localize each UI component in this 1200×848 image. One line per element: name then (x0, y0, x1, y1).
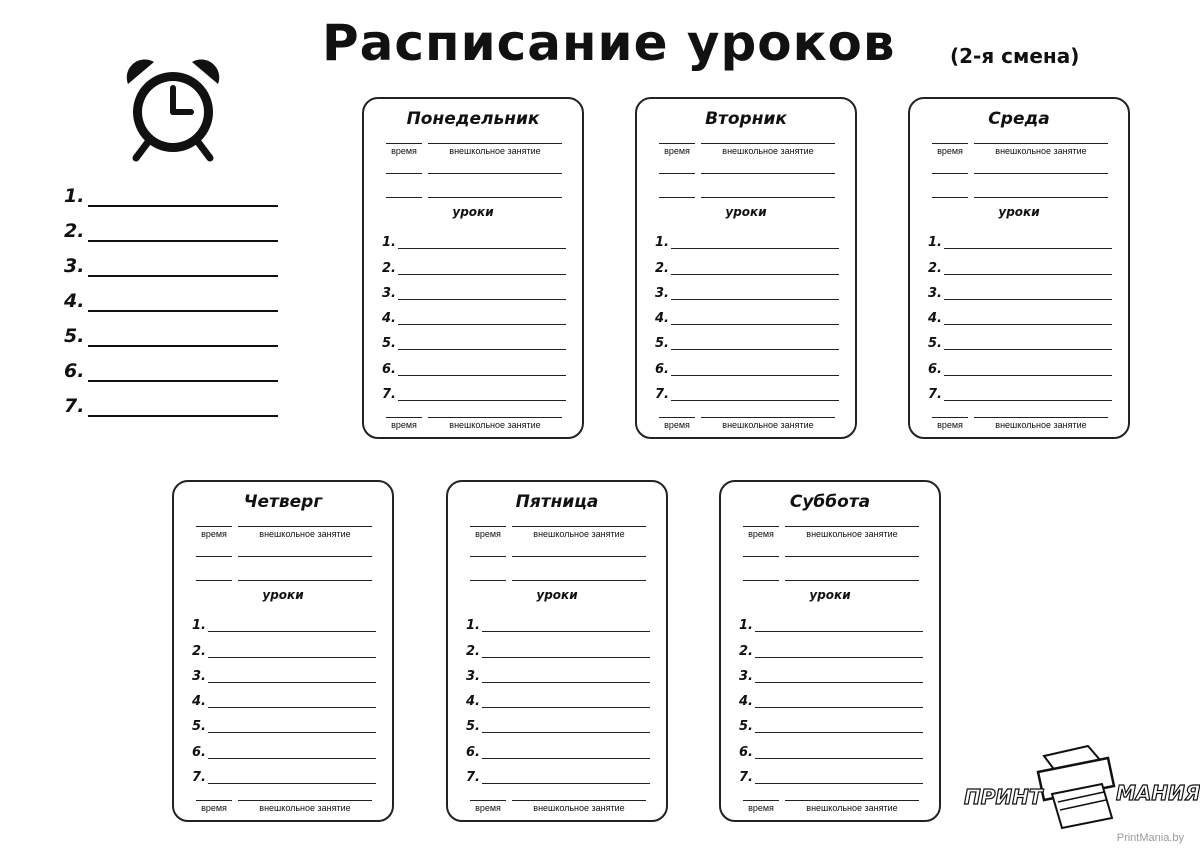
activity-header (743, 526, 919, 542)
lesson-row (928, 252, 1112, 277)
lessons-label: уроки (536, 588, 578, 602)
lesson-blank-line[interactable] (482, 783, 650, 784)
lesson-number: 5. (928, 336, 942, 352)
lesson-number: 1. (466, 618, 480, 634)
lesson-number: 6. (382, 361, 396, 377)
lesson-number: 4. (192, 694, 206, 710)
lesson-row (739, 661, 923, 686)
lesson-blank-line[interactable] (208, 732, 376, 733)
time-blank-line[interactable] (932, 173, 968, 174)
lesson-blank-line[interactable] (944, 375, 1112, 376)
lesson-number: 2. (655, 260, 669, 276)
lessons-list (928, 227, 1112, 404)
activity-blank-line[interactable] (428, 197, 562, 198)
lesson-blank-line[interactable] (398, 375, 566, 376)
lesson-row (928, 353, 1112, 378)
lesson-number: 6. (466, 744, 480, 760)
activity-header (932, 143, 1108, 159)
general-list-row (64, 211, 286, 246)
logo-text-right: МАНИЯ (1116, 781, 1200, 805)
lesson-number: 5. (739, 719, 753, 735)
activity-header (659, 143, 835, 159)
lesson-number: 3. (192, 668, 206, 684)
lesson-row (739, 610, 923, 635)
lesson-number: 7. (382, 387, 396, 403)
lesson-number: 5. (192, 719, 206, 735)
lesson-blank-line[interactable] (208, 682, 376, 683)
lessons-list (382, 227, 566, 404)
lesson-number: 2. (382, 260, 396, 276)
activity-footer (932, 417, 1108, 433)
day-card (362, 97, 584, 439)
activity-header (196, 526, 372, 542)
activity-blank-line[interactable] (974, 173, 1108, 174)
time-label: время (386, 417, 422, 430)
lesson-number: 1. (655, 235, 669, 251)
lesson-blank-line[interactable] (755, 631, 923, 632)
lesson-row (382, 379, 566, 404)
time-label: время (659, 143, 695, 156)
lesson-number: 3. (655, 285, 669, 301)
lesson-row (192, 610, 376, 635)
lesson-blank-line[interactable] (944, 400, 1112, 401)
lesson-row (655, 278, 839, 303)
page-subtitle: (2-я смена) (950, 44, 1080, 68)
general-list-number: 7. (64, 395, 85, 417)
general-list-number: 6. (64, 360, 85, 382)
lesson-number: 3. (928, 285, 942, 301)
lesson-row (382, 252, 566, 277)
lesson-number: 6. (739, 744, 753, 760)
general-list-row (64, 351, 286, 386)
lesson-blank-line[interactable] (208, 657, 376, 658)
day-name: Суббота (789, 492, 871, 512)
lessons-label: уроки (452, 205, 494, 219)
lesson-blank-line[interactable] (671, 400, 839, 401)
general-list-number: 3. (64, 255, 85, 277)
lesson-blank-line[interactable] (944, 248, 1112, 249)
time-blank-line[interactable] (386, 197, 422, 198)
lesson-row (928, 227, 1112, 252)
time-label: время (743, 526, 779, 539)
lesson-blank-line[interactable] (944, 324, 1112, 325)
lesson-blank-line[interactable] (482, 682, 650, 683)
time-label: время (743, 800, 779, 813)
lesson-row (928, 328, 1112, 353)
general-list (64, 176, 286, 421)
activity-label: внешкольное занятие (974, 417, 1108, 430)
lesson-row (655, 227, 839, 252)
lesson-number: 5. (655, 336, 669, 352)
lesson-number: 1. (928, 235, 942, 251)
activity-blank-line[interactable] (238, 580, 372, 581)
lesson-number: 1. (739, 618, 753, 634)
lesson-row (739, 736, 923, 761)
lesson-row (466, 711, 650, 736)
general-list-number: 4. (64, 290, 85, 312)
lesson-row (382, 278, 566, 303)
lesson-row (739, 711, 923, 736)
lesson-blank-line[interactable] (482, 758, 650, 759)
activity-label: внешкольное занятие (974, 143, 1108, 156)
lesson-row (655, 379, 839, 404)
lesson-blank-line[interactable] (482, 732, 650, 733)
lesson-row (466, 762, 650, 787)
lesson-number: 1. (192, 618, 206, 634)
activity-footer (386, 417, 562, 433)
activity-blank-line[interactable] (974, 197, 1108, 198)
day-name: Вторник (705, 109, 787, 129)
day-name: Среда (988, 109, 1050, 129)
activity-header (470, 526, 646, 542)
lessons-list (192, 610, 376, 787)
lesson-row (192, 635, 376, 660)
lesson-row (466, 610, 650, 635)
lesson-blank-line[interactable] (398, 248, 566, 249)
activity-label: внешкольное занятие (428, 143, 562, 156)
lesson-row (739, 762, 923, 787)
lesson-blank-line[interactable] (755, 758, 923, 759)
lesson-blank-line[interactable] (755, 732, 923, 733)
lesson-row (192, 686, 376, 711)
lesson-number: 7. (655, 387, 669, 403)
activity-blank-line[interactable] (785, 556, 919, 557)
general-list-row (64, 246, 286, 281)
lesson-blank-line[interactable] (398, 349, 566, 350)
activity-blank-line[interactable] (701, 197, 835, 198)
lesson-row (928, 278, 1112, 303)
general-list-blank-line[interactable] (88, 240, 278, 242)
time-label: время (470, 800, 506, 813)
lesson-blank-line[interactable] (398, 274, 566, 275)
general-list-row (64, 386, 286, 421)
general-list-blank-line[interactable] (88, 415, 278, 417)
lesson-number: 5. (466, 719, 480, 735)
lesson-number: 2. (192, 643, 206, 659)
lesson-number: 6. (928, 361, 942, 377)
time-label: время (659, 417, 695, 430)
lesson-row (655, 353, 839, 378)
lesson-number: 7. (739, 770, 753, 786)
lesson-blank-line[interactable] (482, 707, 650, 708)
time-blank-line[interactable] (743, 580, 779, 581)
general-list-blank-line[interactable] (88, 310, 278, 312)
lesson-number: 1. (382, 235, 396, 251)
day-card (719, 480, 941, 822)
activity-label: внешкольное занятие (428, 417, 562, 430)
lesson-row (382, 328, 566, 353)
lesson-blank-line[interactable] (944, 349, 1112, 350)
lesson-blank-line[interactable] (944, 299, 1112, 300)
lesson-number: 7. (192, 770, 206, 786)
lesson-blank-line[interactable] (671, 349, 839, 350)
lesson-blank-line[interactable] (755, 707, 923, 708)
activity-label: внешкольное занятие (238, 526, 372, 539)
activity-blank-line[interactable] (238, 556, 372, 557)
activity-label: внешкольное занятие (238, 800, 372, 813)
lesson-blank-line[interactable] (208, 707, 376, 708)
general-list-number: 2. (64, 220, 85, 242)
activity-footer (743, 800, 919, 816)
day-name: Четверг (243, 492, 323, 512)
activity-blank-line[interactable] (512, 580, 646, 581)
lesson-blank-line[interactable] (398, 299, 566, 300)
lesson-blank-line[interactable] (482, 631, 650, 632)
lesson-row (928, 303, 1112, 328)
lesson-number: 4. (655, 311, 669, 327)
lesson-blank-line[interactable] (482, 657, 650, 658)
day-name: Пятница (515, 492, 599, 512)
lessons-list (739, 610, 923, 787)
lesson-row (192, 661, 376, 686)
general-list-number: 5. (64, 325, 85, 347)
lesson-blank-line[interactable] (671, 324, 839, 325)
activity-label: внешкольное занятие (701, 417, 835, 430)
lesson-row (382, 353, 566, 378)
activity-footer (659, 417, 835, 433)
lessons-list (655, 227, 839, 404)
activity-label: внешкольное занятие (785, 800, 919, 813)
lesson-blank-line[interactable] (398, 324, 566, 325)
time-blank-line[interactable] (659, 173, 695, 174)
general-list-row (64, 281, 286, 316)
lessons-label: уроки (998, 205, 1040, 219)
general-list-number: 1. (64, 185, 85, 207)
lessons-label: уроки (809, 588, 851, 602)
lesson-blank-line[interactable] (671, 299, 839, 300)
lessons-list (466, 610, 650, 787)
lesson-blank-line[interactable] (671, 274, 839, 275)
lesson-row (466, 661, 650, 686)
time-blank-line[interactable] (196, 580, 232, 581)
lesson-number: 4. (466, 694, 480, 710)
lesson-row (466, 635, 650, 660)
lesson-row (739, 686, 923, 711)
lesson-blank-line[interactable] (208, 758, 376, 759)
general-list-row (64, 176, 286, 211)
alarm-clock-icon (118, 54, 228, 164)
lesson-number: 2. (928, 260, 942, 276)
lesson-number: 6. (192, 744, 206, 760)
time-blank-line[interactable] (470, 556, 506, 557)
lesson-blank-line[interactable] (755, 682, 923, 683)
lesson-row (655, 303, 839, 328)
lesson-row (382, 303, 566, 328)
time-label: время (196, 526, 232, 539)
lesson-number: 2. (466, 643, 480, 659)
general-list-blank-line[interactable] (88, 275, 278, 277)
time-label: время (386, 143, 422, 156)
site-url: PrintMania.by (1116, 832, 1184, 844)
lesson-number: 5. (382, 336, 396, 352)
time-label: время (932, 417, 968, 430)
lesson-blank-line[interactable] (208, 783, 376, 784)
general-list-blank-line[interactable] (88, 380, 278, 382)
activity-footer (470, 800, 646, 816)
lesson-number: 2. (739, 643, 753, 659)
time-blank-line[interactable] (659, 197, 695, 198)
lesson-number: 7. (928, 387, 942, 403)
activity-label: внешкольное занятие (785, 526, 919, 539)
lesson-number: 7. (466, 770, 480, 786)
logo-text-left: ПРИНТ (964, 785, 1043, 809)
lesson-blank-line[interactable] (755, 657, 923, 658)
lesson-row (382, 227, 566, 252)
lesson-row (739, 635, 923, 660)
lesson-row (928, 379, 1112, 404)
lesson-number: 3. (466, 668, 480, 684)
lesson-blank-line[interactable] (671, 248, 839, 249)
lesson-blank-line[interactable] (944, 274, 1112, 275)
lesson-row (655, 252, 839, 277)
lesson-row (655, 328, 839, 353)
lesson-number: 3. (739, 668, 753, 684)
page-title: Расписание уроков (322, 14, 896, 72)
lesson-row (192, 711, 376, 736)
lesson-number: 3. (382, 285, 396, 301)
activity-label: внешкольное занятие (701, 143, 835, 156)
general-list-blank-line[interactable] (88, 205, 278, 207)
time-label: время (196, 800, 232, 813)
lesson-number: 4. (739, 694, 753, 710)
time-blank-line[interactable] (932, 197, 968, 198)
activity-header (386, 143, 562, 159)
time-blank-line[interactable] (386, 173, 422, 174)
lesson-blank-line[interactable] (398, 400, 566, 401)
activity-label: внешкольное занятие (512, 800, 646, 813)
time-blank-line[interactable] (470, 580, 506, 581)
day-card (635, 97, 857, 439)
time-label: время (932, 143, 968, 156)
lesson-row (192, 762, 376, 787)
activity-blank-line[interactable] (785, 580, 919, 581)
lesson-blank-line[interactable] (671, 375, 839, 376)
lesson-row (192, 736, 376, 761)
activity-blank-line[interactable] (701, 173, 835, 174)
lesson-number: 4. (928, 311, 942, 327)
activity-footer (196, 800, 372, 816)
general-list-row (64, 316, 286, 351)
time-blank-line[interactable] (196, 556, 232, 557)
activity-blank-line[interactable] (512, 556, 646, 557)
time-blank-line[interactable] (743, 556, 779, 557)
activity-label: внешкольное занятие (512, 526, 646, 539)
lessons-label: уроки (262, 588, 304, 602)
lesson-blank-line[interactable] (208, 631, 376, 632)
time-label: время (470, 526, 506, 539)
lesson-row (466, 686, 650, 711)
general-list-blank-line[interactable] (88, 345, 278, 347)
lessons-label: уроки (725, 205, 767, 219)
day-card (908, 97, 1130, 439)
lesson-row (466, 736, 650, 761)
printmania-logo (962, 742, 1200, 832)
lesson-number: 4. (382, 311, 396, 327)
activity-blank-line[interactable] (428, 173, 562, 174)
lesson-number: 6. (655, 361, 669, 377)
day-card (172, 480, 394, 822)
lesson-blank-line[interactable] (755, 783, 923, 784)
day-name: Понедельник (406, 109, 540, 129)
day-card (446, 480, 668, 822)
